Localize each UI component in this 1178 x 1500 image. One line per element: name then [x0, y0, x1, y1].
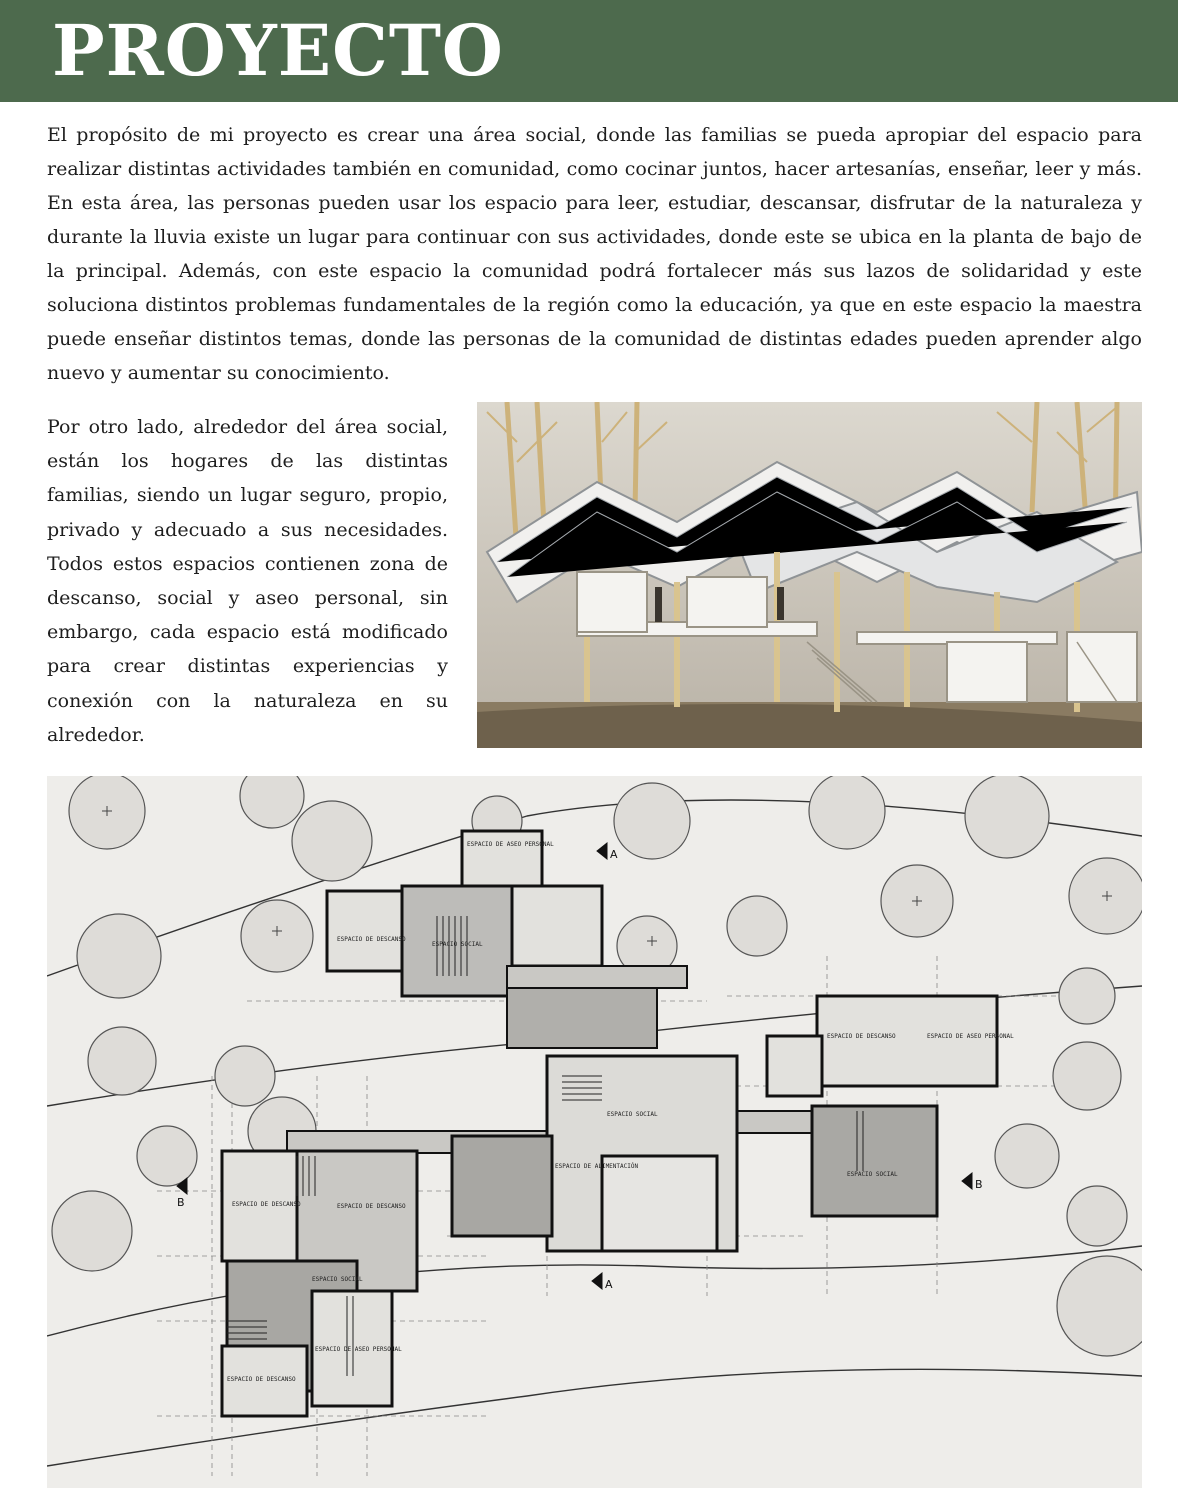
plan-label-social-center: ESPACIO SOCIAL	[607, 1111, 658, 1118]
plan-label-social-left: ESPACIO SOCIAL	[312, 1276, 363, 1283]
side-paragraph: Por otro lado, alrededor del área social, están los hogares de las distintas familias, siendo un lugar seguro, propio, privado y adecuado a sus necesidades. Todos estos espacios contienen zona de descanso, social y aseo personal, sin embargo, cada espacio está modificado para crear distintas experiencias y conexión con la naturaleza en su alrededor.	[47, 416, 448, 746]
plan-label-aseo-top: ESPACIO DE ASEO PERSONAL	[467, 841, 554, 848]
section-b-left: B	[177, 1196, 185, 1209]
intro-paragraph: El propósito de mi proyecto es crear una área social, donde las familias se pueda apropiar del espacio para realizar distintas actividades también en comunidad, como cocinar juntos, hacer artesanías, enseñar, leer y más. En esta área, las personas pueden usar los espacio para leer, estudiar, descansar, disfrutar de la naturaleza y durante la lluvia existe un lugar para continuar con sus actividades, donde este se ubica en la planta de bajo de la principal. Además, con este espacio la comunidad podrá fortalecer más sus lazos de solidaridad y este soluciona distintos problemas fundamentales de la región como la educación, ya que en este espacio la maestra puede enseñar distintos temas, donde las personas de la comunidad de distintas edades pueden aprender algo nuevo y aumentar su conocimiento.	[47, 124, 1142, 384]
plan-label-aseo-right: ESPACIO DE ASEO PERSONAL	[927, 1033, 1014, 1040]
plan-label-aseo-left: ESPACIO DE ASEO PERSONAL	[315, 1346, 402, 1353]
plan-label-social-right: ESPACIO SOCIAL	[847, 1171, 898, 1178]
section-a-bottom: A	[605, 1278, 613, 1291]
model-photo	[477, 402, 1142, 748]
plan-label-descanso-left: ESPACIO DE DESCANSO	[232, 1201, 301, 1208]
plan-label-descanso-left2: ESPACIO DE DESCANSO	[337, 1203, 406, 1210]
floor-plan	[47, 776, 1142, 1488]
model-photo-illustration	[477, 402, 1142, 748]
plan-label-descanso-right: ESPACIO DE DESCANSO	[827, 1033, 896, 1040]
plan-label-social-top: ESPACIO SOCIAL	[432, 941, 483, 948]
floor-plan-drawing	[47, 776, 1142, 1488]
page-title: PROYECTO	[52, 9, 504, 92]
plan-label-descanso-top: ESPACIO DE DESCANSO	[337, 936, 406, 943]
section-b-right: B	[975, 1178, 983, 1191]
plan-label-alimentacion: ESPACIO DE ALIMENTACIÓN	[555, 1163, 639, 1170]
plan-label-descanso-left3: ESPACIO DE DESCANSO	[227, 1376, 296, 1383]
section-a-top: A	[610, 848, 618, 861]
